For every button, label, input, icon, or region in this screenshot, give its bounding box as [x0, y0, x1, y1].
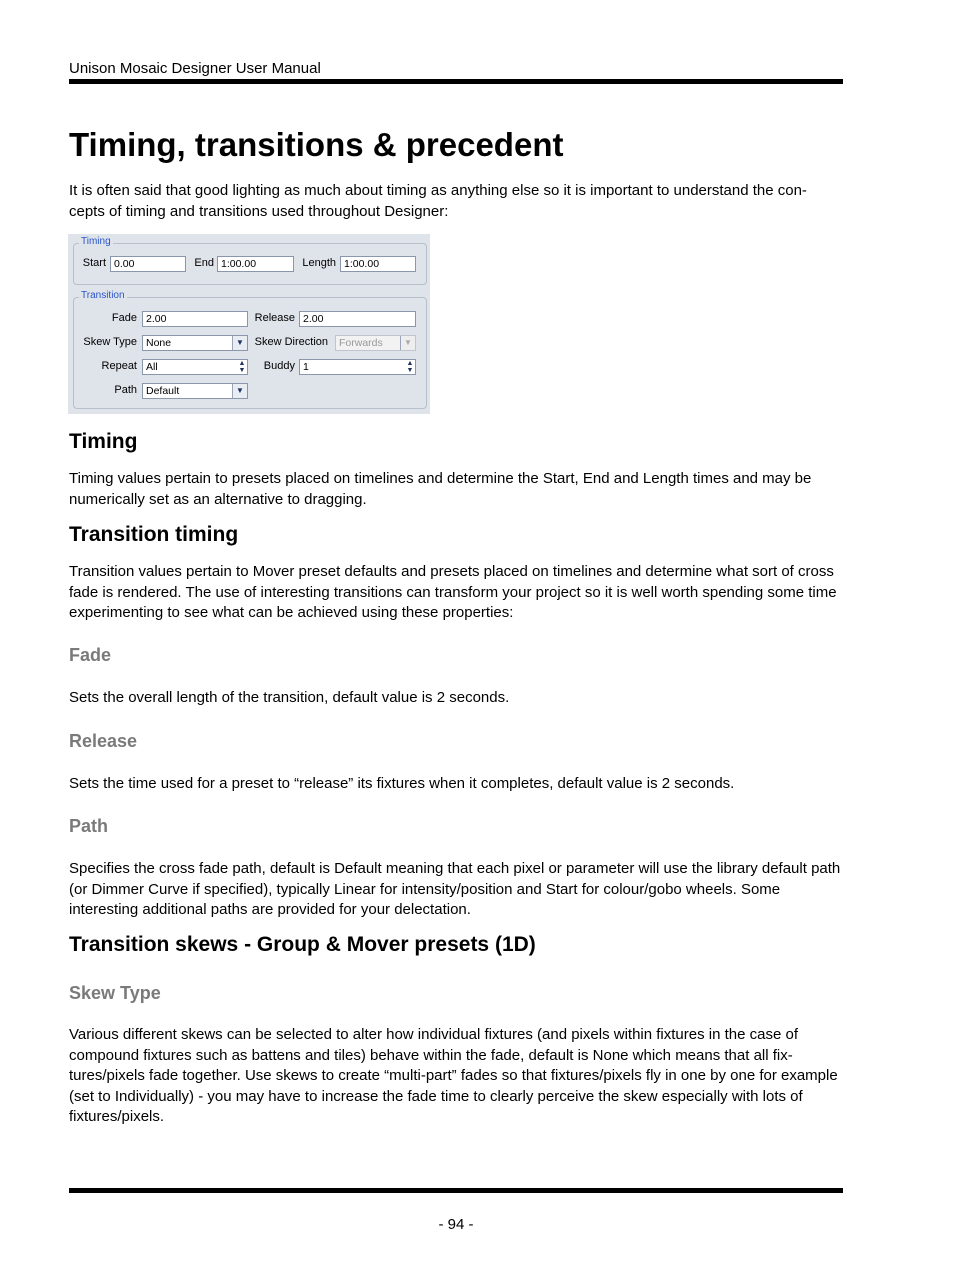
length-field[interactable]: 1:00.00 — [340, 256, 416, 272]
fade-label: Fade — [111, 312, 137, 324]
spinner-arrows-icon[interactable]: ▲ ▼ — [406, 360, 414, 374]
skew-type-paragraph: Various different skews can be selected to alter how individual fixtures (and pixels within fixtures in the case of compound fixtures such as battens and tiles) behave within the fade, default is None which means that all fix- tures/pixels fade together. Use skews to create “multi-part” fades so that fixtures/pixels fly in one by one for example (set to Individually) - you may have to increase the fade time to clearly perceive the skew especially with lots of fixtures/pixels. — [69, 1026, 838, 1125]
fade-field[interactable]: 2.00 — [142, 311, 248, 327]
footer-rule — [69, 1188, 843, 1193]
transition-legend: Transition — [81, 290, 125, 301]
timing-paragraph: Timing values pertain to presets placed on timelines and determine the Start, End and Length times and may be numerically set as an alternative to dragging. — [69, 470, 812, 508]
skew-direction-select[interactable] — [335, 335, 416, 351]
path-paragraph: Specifies the cross fade path, default is Default meaning that each pixel or parameter will use the library default path (or Dimmer Curve if specified), typically Linear for intensity/position and Start for colour/gobo wheels. Some interesting additional paths are provided for your delectation. — [69, 860, 841, 918]
path-label: Path — [114, 384, 137, 396]
skew-direction-value: Forwards — [339, 337, 383, 349]
end-field[interactable]: 1:00.00 — [217, 256, 294, 272]
repeat-value: All — [146, 361, 158, 373]
buddy-spinner[interactable] — [299, 359, 416, 375]
chevron-down-icon[interactable]: ▼ — [232, 384, 247, 398]
skew-type-value: None — [146, 337, 172, 349]
buddy-value: 1 — [303, 361, 309, 373]
start-label: Start — [82, 257, 106, 269]
transition-timing-heading: Transition timing — [69, 523, 239, 546]
chevron-down-icon[interactable]: ▼ — [232, 336, 247, 350]
spinner-arrows-icon[interactable]: ▲ ▼ — [238, 360, 246, 374]
skew-type-heading: Skew Type — [69, 983, 161, 1003]
release-paragraph: Sets the time used for a preset to “release” its fixtures when it completes, default value is 2 seconds. — [69, 775, 735, 792]
repeat-label: Repeat — [101, 360, 137, 372]
page-title: Timing, transitions & precedent — [69, 126, 564, 163]
buddy-label: Buddy — [263, 360, 295, 372]
path-select[interactable] — [142, 383, 248, 399]
start-field[interactable]: 0.00 — [110, 256, 186, 272]
path-heading: Path — [69, 816, 109, 836]
path-value: Default — [146, 385, 180, 397]
release-heading: Release — [69, 731, 138, 751]
chevron-down-icon[interactable]: ▼ — [400, 336, 415, 350]
intro-paragraph: It is often said that good lighting as much about timing as anything else so it is important to understand the con- cepts of timing and transitions used throughout Designer: — [69, 182, 807, 220]
fade-heading: Fade — [69, 645, 112, 665]
timing-legend: Timing — [81, 236, 111, 247]
transition-timing-paragraph: Transition values pertain to Mover preset defaults and presets placed on timelines and determine what sort of cross fade is rendered. The use of interesting transitions can transform your project so it is well worth spending some time experimenting to see what can be achieved using these properties: — [69, 563, 837, 621]
page-number: - 94 - — [438, 1216, 474, 1233]
header-rule — [69, 79, 843, 84]
length-label: Length — [302, 257, 336, 269]
timing-transition-dialog — [68, 234, 430, 414]
skew-type-label: Skew Type — [83, 336, 137, 348]
fade-paragraph: Sets the overall length of the transition, default value is 2 seconds. — [69, 689, 510, 706]
timing-heading: Timing — [69, 430, 138, 453]
repeat-spinner[interactable] — [142, 359, 248, 375]
end-label: End — [194, 257, 214, 269]
release-field[interactable]: 2.00 — [299, 311, 416, 327]
skew-type-select[interactable] — [142, 335, 248, 351]
transition-skews-heading: Transition skews - Group & Mover presets (1D) — [69, 933, 536, 956]
skew-direction-label: Skew Direction — [254, 336, 328, 348]
release-label: Release — [254, 312, 295, 324]
running-header: Unison Mosaic Designer User Manual — [69, 60, 321, 77]
